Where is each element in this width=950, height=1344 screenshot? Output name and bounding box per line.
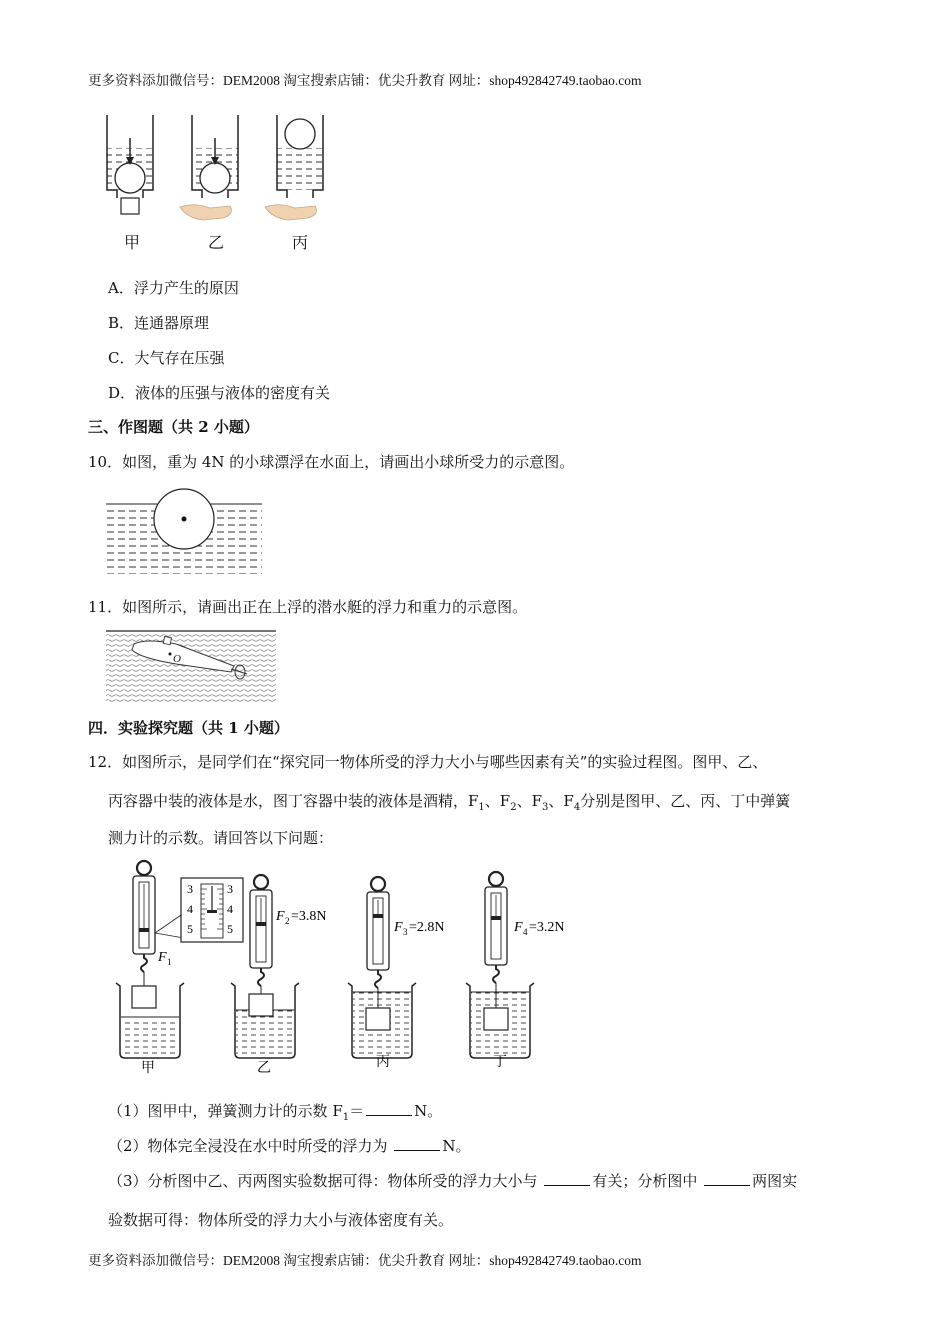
option-d: D．液体的压强与液体的密度有关 bbox=[108, 384, 331, 402]
option-b: B．连通器原理 bbox=[108, 314, 210, 332]
bottle-jia bbox=[107, 115, 153, 214]
sub-question-3: （3）分析图中乙、丙两图实验数据可得：物体所受的浮力大小与 有关；分析图中 两图实 bbox=[108, 1172, 798, 1190]
inset-tick-right-5: 5 bbox=[227, 922, 233, 936]
fig12-label-yi: 乙 bbox=[257, 1060, 271, 1076]
sub-question-2: （2）物体完全浸没在水中时所受的浮力为 N。 bbox=[108, 1137, 471, 1155]
answer-blank-1[interactable] bbox=[366, 1101, 412, 1116]
fig12-label-jia: 甲 bbox=[141, 1060, 155, 1076]
f1-sub: 1 bbox=[167, 957, 172, 967]
option-a: A．浮力产生的原因 bbox=[108, 279, 239, 297]
bottle-yi bbox=[180, 115, 238, 220]
question-11: 11．如图所示，请画出正在上浮的潜水艇的浮力和重力的示意图。 bbox=[88, 598, 528, 616]
section-3-title: 三、作图题（共 2 小题） bbox=[88, 418, 259, 436]
question-12-line1: 12．如图所示，是同学们在“探究同一物体所受的浮力大小与哪些因素有关”的实验过程图。图甲、乙、 bbox=[88, 753, 768, 771]
answer-blank-3[interactable] bbox=[544, 1171, 590, 1186]
f3-value: =2.8N bbox=[409, 920, 445, 935]
page-footer: 更多资料添加微信号：DEM2008 淘宝搜索店铺：优尖升教育 网址：shop492842749.taobao.com bbox=[88, 1253, 642, 1268]
fig-label-yi: 乙 bbox=[208, 233, 225, 252]
setup-ding bbox=[466, 872, 534, 1058]
f2-sub: 2 bbox=[285, 916, 290, 926]
option-c: C．大气存在压强 bbox=[108, 349, 225, 367]
answer-blank-2[interactable] bbox=[394, 1136, 440, 1151]
figure-spring-scale-experiment bbox=[106, 858, 606, 1076]
inset-tick-left-5: 5 bbox=[187, 922, 193, 936]
f3-label: F bbox=[394, 920, 403, 935]
ball-center-point bbox=[182, 517, 187, 522]
fig12-label-ding: 丁 bbox=[493, 1054, 507, 1070]
f1-label: F bbox=[158, 950, 167, 965]
inset-tick-right-3: 3 bbox=[227, 882, 233, 896]
question-12-line2: 丙容器中装的液体是水，图丁容器中装的液体是酒精，$F_1$、$F_2$、$F_3$、$F_4$分别是图甲、乙、丙、丁中弹簧 bbox=[108, 792, 791, 813]
point-o-label: O bbox=[173, 653, 181, 665]
sub-question-1: （1）图甲中，弹簧测力计的示数 $F_1= N$。 bbox=[108, 1102, 443, 1123]
inset-tick-left-4: 4 bbox=[187, 902, 193, 916]
scale-inset bbox=[155, 878, 243, 942]
f2-value: =3.8N bbox=[291, 909, 327, 924]
page-header: 更多资料添加微信号：DEM2008 淘宝搜索店铺：优尖升教育 网址：shop492842749.taobao.com bbox=[88, 73, 642, 88]
section-4-title: 四．实验探究题（共 1 小题） bbox=[88, 719, 289, 737]
question-12-line3: 测力计的示数。请回答以下问题： bbox=[108, 829, 334, 847]
question-10: 10．如图，重为 4N 的小球漂浮在水面上，请画出小球所受力的示意图。 bbox=[88, 453, 575, 471]
figure-floating-ball bbox=[106, 487, 264, 577]
setup-jia bbox=[116, 861, 184, 1058]
inset-tick-left-3: 3 bbox=[187, 882, 193, 896]
f4-value: =3.2N bbox=[529, 920, 565, 935]
answer-blank-4[interactable] bbox=[704, 1171, 750, 1186]
f2-label: F bbox=[276, 909, 285, 924]
setup-bing bbox=[348, 877, 416, 1058]
f4-sub: 4 bbox=[523, 927, 528, 937]
figure-submarine bbox=[106, 628, 278, 704]
bottle-bing bbox=[265, 115, 323, 220]
inset-tick-right-4: 4 bbox=[227, 902, 233, 916]
f3-sub: 3 bbox=[403, 927, 408, 937]
f4-label: F bbox=[514, 920, 523, 935]
fig-label-jia: 甲 bbox=[124, 233, 141, 252]
fig12-label-bing: 丙 bbox=[376, 1054, 390, 1070]
fig-label-bing: 丙 bbox=[292, 233, 309, 252]
sub-question-3-cont: 验数据可得：物体所受的浮力大小与液体密度有关。 bbox=[108, 1211, 454, 1229]
